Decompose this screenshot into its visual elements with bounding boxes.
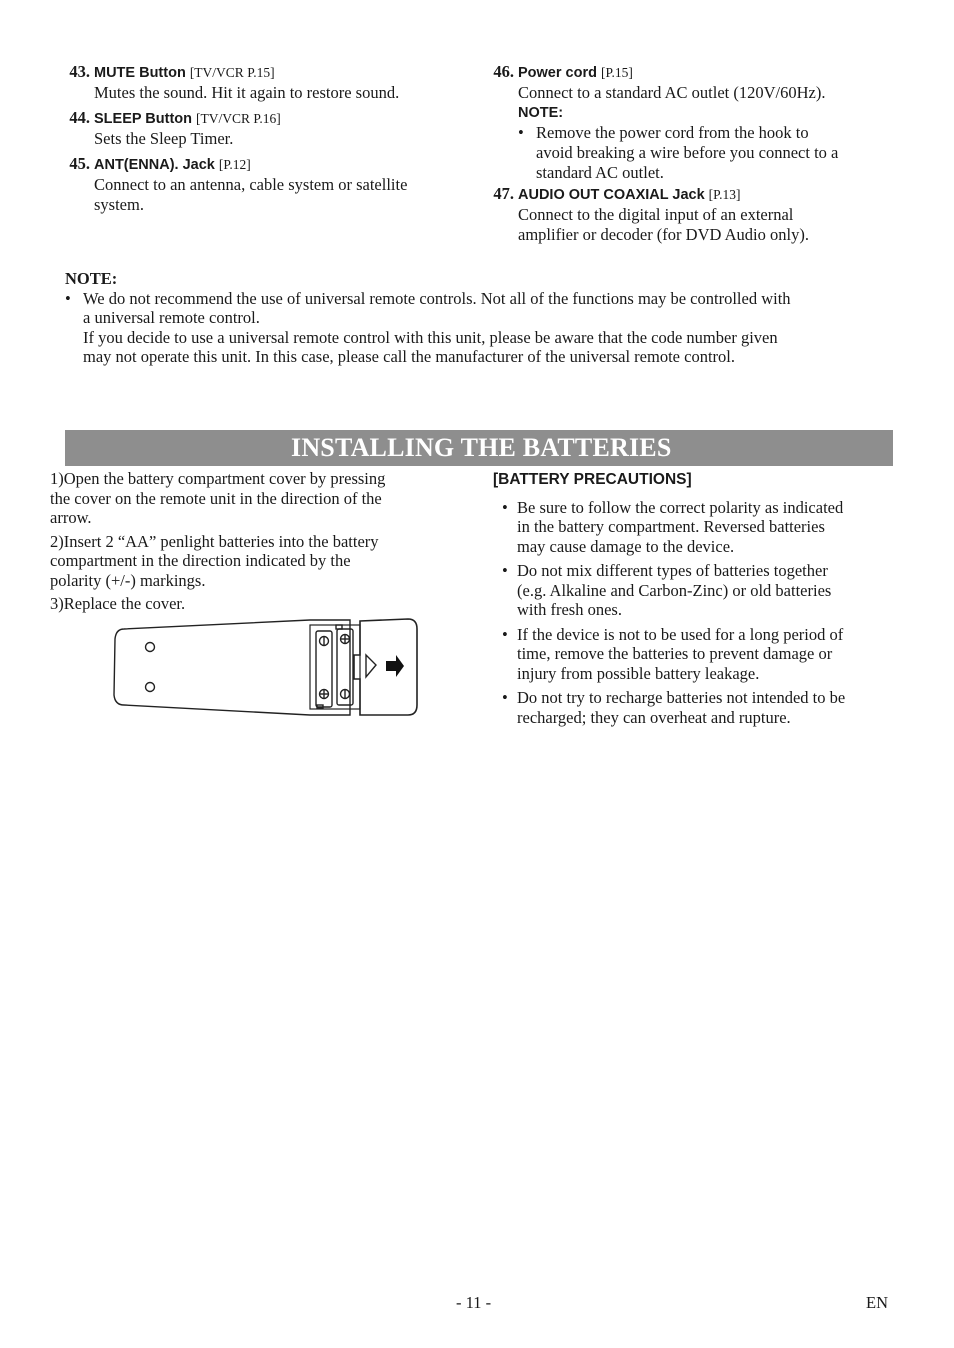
- item-44: 44. SLEEP Button [TV/VCR P.16] Sets the Sleep Timer.: [69, 108, 281, 148]
- item-43: 43. MUTE Button [TV/VCR P.15] Mutes the sound. Hit it again to restore sound.: [69, 62, 400, 102]
- step-2: 2)Insert 2 “AA” penlight batteries into the battery compartment in the direction indicated by the polarity (+/-) markings.: [50, 531, 379, 590]
- universal-remote-note: NOTE: • We do not recommend the use of universal remote controls. Not all of the functions may be controlled with a universal remote control. If you decide to use a universal remote control with this unit, please be aware that the code number given may not operate this unit. In this case, please call the manufacturer of the universal remote control.: [65, 269, 791, 366]
- item-46: 46. Power cord [P.15] Connect to a standard AC outlet (120V/60Hz). NOTE: • Remove the power cord from the hook to avoid breaking a wire before you connect to a standard AC outlet.: [486, 62, 906, 183]
- battery-precautions: [493, 470, 893, 732]
- precaution-item: • Be sure to follow the correct polarity as indicated in the battery compartment. Reversed batteries may cause damage to the device.: [502, 497, 844, 556]
- step-1: 1)Open the battery compartment cover by pressing the cover on the remote unit in the direction of the arrow.: [50, 469, 386, 527]
- step-3: 3)Replace the cover.: [50, 594, 186, 613]
- language-code: EN: [866, 1293, 888, 1312]
- installation-steps: [50, 469, 460, 618]
- item-47: 47. AUDIO OUT COAXIAL Jack [P.13] Connect to the digital input of an external amplifier or decoder (for DVD Audio only).: [493, 184, 809, 244]
- item-45: 45. ANT(ENNA). Jack [P.12] Connect to an antenna, cable system or satellite system.: [69, 154, 408, 214]
- page-number: - 11 -: [456, 1293, 492, 1312]
- precaution-item: • If the device is not to be used for a long period of time, remove the batteries to prevent damage or injury from possible battery leakage.: [502, 624, 844, 683]
- precaution-item: • Do not try to recharge batteries not intended to be recharged; they can overheat and rupture.: [502, 688, 846, 727]
- power-cord-note-bullet: • Remove the power cord from the hook to avoid breaking a wire before you connect to a standard AC outlet.: [518, 123, 839, 182]
- precaution-item: • Do not mix different types of batteries together (e.g. Alkaline and Carbon-Zinc) or old batteries with fresh ones.: [502, 561, 832, 619]
- remote-battery-compartment-illustration: [110, 617, 420, 719]
- precautions-title: [BATTERY PRECAUTIONS]: [493, 471, 692, 488]
- section-title-banner: INSTALLING THE BATTERIES: [65, 430, 893, 466]
